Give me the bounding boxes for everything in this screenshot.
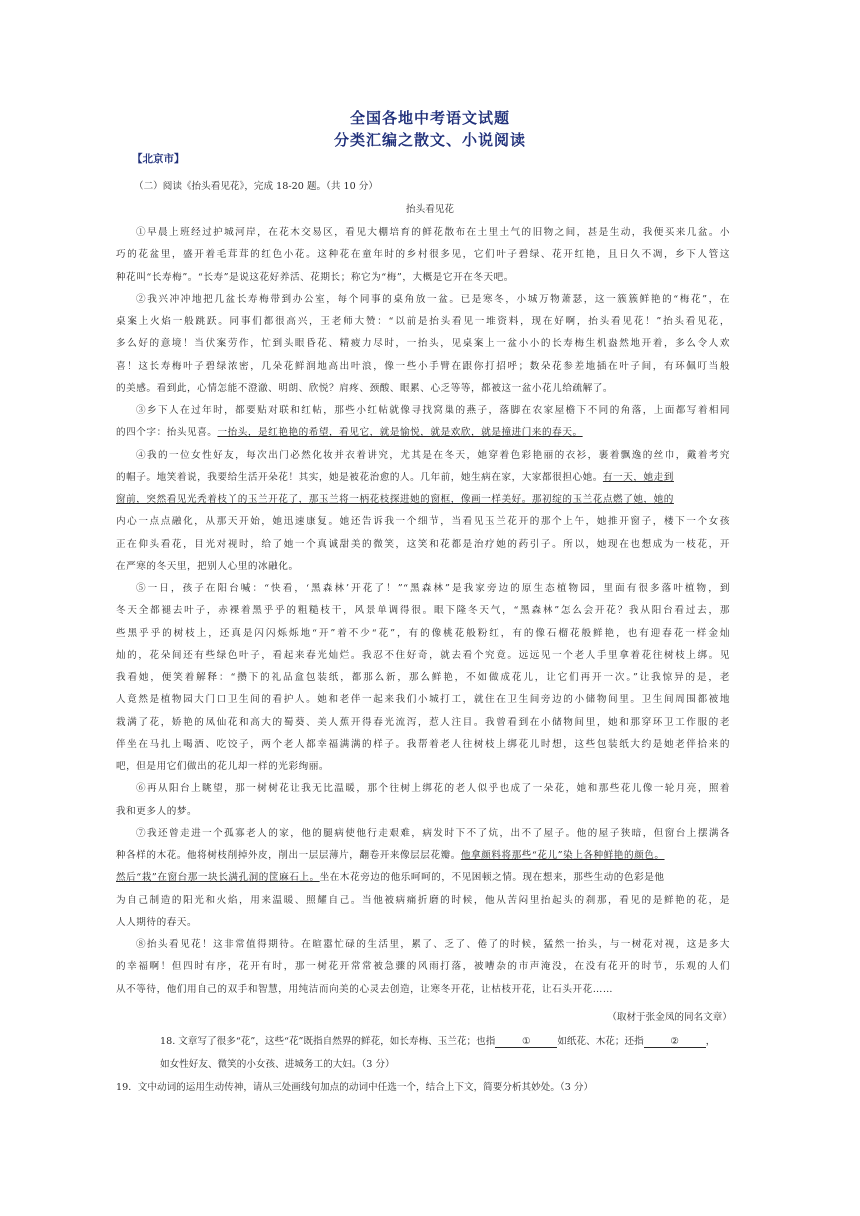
- underlined-sentence: 他拿颜料将那些“花儿”染上各种鲜艳的颜色。: [460, 850, 665, 861]
- article-line-text: 灿的，花朵间还有些绿色叶子，看起来春光灿烂。我忍不住好奇，就去看个究竟。远远见一个老人手里拿着花往树枝上绑。见: [116, 649, 730, 661]
- article-line: [116, 469, 730, 483]
- article-line-text: 桌案上火焰一般跳跃。同事们都很高兴，王老师大赞：“以前是抬头看见一堆资料，现在好啊，抬头看见花！”抬头看见花，: [116, 316, 730, 327]
- article-line-text: ③乡下人在过年时，都要贴对联和红帖，那些小红帖就像寻找窝巢的燕子，落脚在农家屋檐下不同的角落，上面都写着相同: [136, 405, 730, 416]
- q18-text-b: 如纸花、木花；还指: [557, 1036, 644, 1047]
- article-line-text: ⑥再从阳台上眺望，那一树树花让我无比温暖，那个往树上绑花的老人似乎也成了一朵花，她和那些花儿像一轮月亮，照着: [136, 783, 730, 795]
- section-intro: （二）阅读《抬头看见花》，完成 18-20 题。（共 10 分）: [134, 181, 378, 192]
- article-line: [116, 825, 730, 839]
- article-line: [116, 647, 730, 661]
- article-line-text: 些黑乎乎的树枝上，还真是闪闪烁烁地“开”着不少“花”，有的像桃花般粉红，有的像石榴花般鲜艳，也有迎春花一样金灿: [116, 627, 730, 639]
- document-title: 全国各地中考语文试题: [349, 109, 510, 127]
- article-line-text: ⑤一日，孩子在阳台喊：“快看，‘黑森林’开花了！”“黑森林”是我家旁边的原生态植物园，里面有很多落叶植物，到: [136, 583, 730, 594]
- article-line-text: 我看她，便笑着解释：“攒下的礼品盒包装纸，都那么新，那么鲜艳，不如做成花儿，让它们再开一次。”让我惊异的是，老: [116, 672, 730, 683]
- underlined-sentence: 坐在木花旁边的他乐呵呵的，不见困顿之情。现在想来，那些生动的色彩是他: [319, 872, 665, 884]
- underlined-sentence: 一抬头，是红艳艳的希望，看见它，就是愉悦，就是欢欣，就是撞进门来的春天。: [217, 427, 583, 439]
- article-line: [116, 780, 730, 794]
- article-line: [116, 580, 730, 594]
- article-line-text: 伴坐在马扎上喝酒、吃饺子，两个老人都幸福满满的样子。我帮着老人往树枝上绑花儿时想，这些包装纸大约是她老伴拾来的: [116, 738, 730, 750]
- article-line-text: 吧，但是用它们做出的花儿却一样的光彩绚丽。: [116, 761, 330, 772]
- article-line: [116, 424, 730, 438]
- article-line: [116, 224, 730, 238]
- article-line-text: 的美感。看到此，心情怎能不澄澈、明朗、欣悦？肩疼、颈酸、眼累、心乏等等，都被这一盆小花儿给疏解了。: [116, 382, 614, 394]
- article-source: （取材于张金凤的同名文章）: [607, 1012, 732, 1023]
- article-line: [116, 246, 730, 260]
- article-line-text: ②我兴冲冲地把几盆长寿梅带到办公室，每个同事的桌角放一盆。已是寒冬，小城万物萧瑟，这一簇簇鲜艳的“梅花”，在: [136, 293, 730, 305]
- question-18: [160, 1033, 715, 1048]
- article-line: [116, 958, 730, 972]
- article-line: [116, 625, 730, 639]
- article-line: [116, 513, 730, 527]
- article-line-text: ①早晨上班经过护城河岸，在花木交易区，看见大棚培育的鲜花散布在土里土气的旧物之间，甚是生动，我便买来几盆。小: [136, 227, 730, 238]
- q18-text-a: 18. 文章写了很多“花”，这些“花”既指自然界的鲜花，如长寿梅、玉兰花；也指: [160, 1036, 496, 1047]
- article-line: [116, 358, 730, 372]
- article-line-text: 内心一点点融化，从那天开始，她迅速康复。她还告诉我一个细节，当看见玉兰花开的那个上午，她推开窗子，楼下一个女孩: [116, 516, 730, 528]
- article-line-text: 巧的花盆里，盛开着毛茸茸的红色小花。这种花在童年时的乡村很多见，它们叶子碧绿、花开红艳，且日久不凋，乡下人管这: [116, 249, 730, 261]
- q18-blank-2[interactable]: ②: [644, 1036, 706, 1048]
- article-line-text: 然后“栽”在窗台那一块长满孔洞的筐麻石上。: [116, 872, 320, 884]
- q18-blank-1[interactable]: ①: [495, 1036, 557, 1048]
- question-18-line2: 如女性好友、微笑的小女孩、进城务工的大妇。（3 分）: [160, 1059, 395, 1070]
- article-line: [116, 847, 730, 861]
- article-line-text: 窗前，突然看见光秃着枝丫的玉兰开花了，那玉兰将一柄花枝探进她的窗框，像画一样美好。: [116, 494, 532, 505]
- article-line-text: 人人期待的春天。: [116, 916, 198, 928]
- article-line: [116, 758, 730, 772]
- article-line: [116, 736, 730, 750]
- region-label: 【北京市】: [132, 153, 185, 165]
- article-line-text: 人竟然是植物园大门口卫生间的看护人。她和老伴一起来我们小城打工，就住在卫生间旁边的小储物间里。卫生间周围都被地: [116, 694, 730, 706]
- article-line: [116, 380, 730, 394]
- article-line-text: 的四个字：抬头见喜。: [116, 427, 218, 439]
- article-line: [116, 335, 730, 349]
- underlined-sentence: 那初绽的玉兰花点燃了她，她的: [531, 494, 674, 505]
- article-title: 抬头看见花: [406, 204, 454, 215]
- article-line: [116, 936, 730, 950]
- article-line: [116, 981, 730, 995]
- article-line: [116, 269, 730, 283]
- article-line: [116, 447, 730, 461]
- article-line-text: 的帽子。地笑着说，我要给生活开朵花！其实，她是被花治愈的人。几年前，她生病在家，大家都很担心她。: [116, 471, 603, 483]
- article-line-text: 在严寒的冬天里，把别人心里的冰融化。: [116, 560, 299, 572]
- article-line-text: 的幸福啊！但四时有序，花开有时，那一树花开常常被急骤的风雨打落，被嘈杂的市声淹没，在没有花开的时节，乐观的人们: [116, 961, 730, 973]
- article-line: [116, 602, 730, 616]
- article-line-text: 栽满了花，娇艳的凤仙花和高大的蜀葵、美人蕉开得春光流泻，惹人注目。我曾看到在小储物间里，她和那穿环卫工作服的老: [116, 716, 730, 728]
- question-19: 19．文中动词的运用生动传神，请从三处画线句加点的动词中任选一个，结合上下文，简要分析其妙处。（3 分）: [116, 1082, 594, 1093]
- article-line: [116, 536, 730, 550]
- article-line-text: 从不等待，他们用自己的双手和智慧，用纯洁而向美的心灵去创造，让寒冬开花，让枯枝开花，让石头开花……: [116, 983, 614, 995]
- article-line: [116, 313, 730, 327]
- article-line-text: 冬天全都褪去叶子，赤裸着黑乎乎的粗糙枝干，风景单调得很。眼下隆冬天气，“黑森林”怎么会开花？我从阳台看过去，那: [116, 605, 730, 617]
- article-line: [116, 558, 730, 572]
- article-line-text: ④我的一位女性好友，每次出门必然化妆并衣着讲究，尤其是在冬天，她穿着色彩艳丽的衣衫，裹着飘逸的丝巾，戴着考究: [136, 449, 730, 461]
- article-line: [116, 892, 730, 906]
- article-line-text: ⑦我还曾走进一个孤寡老人的家，他的腿病使他行走艰难，病发时下不了炕，出不了屋子。他的屋子狭暗，但窗台上摆满各: [136, 827, 730, 839]
- underlined-sentence: 有一天，她走到: [602, 471, 674, 483]
- article-line: [116, 914, 730, 928]
- article-line-text: 我和更多人的梦。: [116, 805, 198, 817]
- article-line: [116, 803, 730, 817]
- article-line: [116, 869, 730, 883]
- q18-text-c: ，: [705, 1036, 716, 1047]
- article-line: [116, 291, 730, 305]
- article-line-text: ⑧抬头看见花！这非常值得期待。在暄嚣忙碌的生活里，累了、乏了、倦了的时候，猛然一抬头，与一树花对视，这是多大: [136, 939, 730, 950]
- article-line-text: 种花叫“长寿梅”。“长寿”是说这花好养活、花期长；称它为“梅”，大概是它开在冬天吧。: [116, 271, 514, 283]
- document-subtitle: 分类汇编之散文、小说阅读: [333, 131, 526, 149]
- article-line: [116, 691, 730, 705]
- article-line-text: 为自己制造的阳光和火焰，用来温暖、照耀自己。当他被病痛折磨的时候，他从苦闷里抬起头的刹那，看见的是鲜艳的花，是: [116, 894, 730, 906]
- article-line-text: 喜！这长寿梅叶子碧绿浓密，几朵花鲜润地高出叶浪，像一些小手臂在跟你打招呼；数朵花参差地插在叶子间，有环佩叮当般: [116, 360, 730, 372]
- article-line-text: 正在仰头看花，目光对视时，给了她一个真诚甜美的微笑，这笑和花都是治疗她的药引子。所以，她现在也想成为一枝花，开: [116, 538, 730, 550]
- article-line: [116, 669, 730, 683]
- article-line: [116, 714, 730, 728]
- article-line: [116, 491, 730, 505]
- article-line-text: 种各样的木花。他将树枝削掉外皮，削出一层层薄片，翻卷开来像层层花瓣。: [116, 850, 461, 861]
- article-line-text: 多么好的意境！当伏案劳作，忙到头眼昏花、精疲力尽时，一抬头，见桌案上一盆小小的长寿梅生机盎然地开着，多么令人欢: [116, 338, 730, 350]
- article-line: [116, 402, 730, 416]
